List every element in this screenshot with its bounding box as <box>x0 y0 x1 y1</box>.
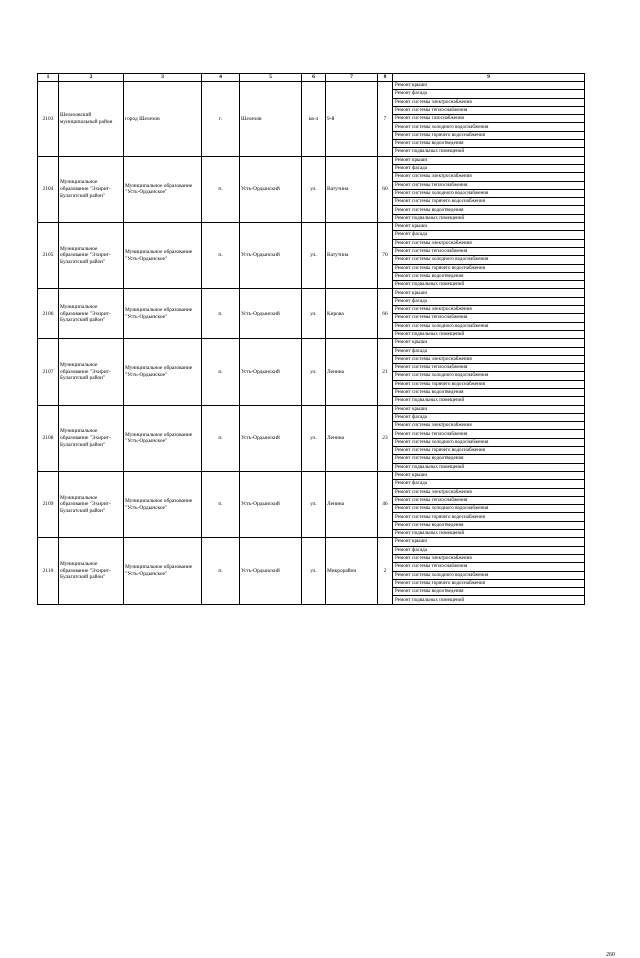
settlement-type-cell: п. <box>202 471 240 537</box>
municipality-cell: Муниципальное образование "Эхирит-Булагатский район" <box>59 405 124 471</box>
street-cell: 9-й <box>326 82 378 157</box>
repair-work-item: Ремонт системы горячего водоснабжения <box>393 513 585 521</box>
record-number: 2106 <box>38 289 59 339</box>
column-header: 4 <box>202 74 240 82</box>
column-header: 8 <box>378 74 393 82</box>
repair-work-item: Ремонт системы водоотведения <box>393 140 585 148</box>
locality-cell: Усть-Ордынский <box>240 156 302 222</box>
repair-work-item: Ремонт системы горячего водоснабжения <box>393 264 585 272</box>
repair-work-item: Ремонт системы горячего водоснабжения <box>393 131 585 139</box>
repair-work-item: Ремонт крыши <box>393 82 585 90</box>
repair-work-item: Ремонт фасада <box>393 546 585 554</box>
settlement-cell: город Шелехов <box>124 82 202 157</box>
repair-work-item: Ремонт подвальных помещений <box>393 463 585 471</box>
street-type-cell: ул. <box>302 289 326 339</box>
record-number: 2104 <box>38 156 59 222</box>
repair-schedule-sheet <box>37 73 615 958</box>
record-number: 2107 <box>38 339 59 405</box>
repair-work-item: Ремонт системы холодного водоснабжения <box>393 571 585 579</box>
locality-cell: Усть-Ордынский <box>240 223 302 289</box>
street-cell: Ватутина <box>326 223 378 289</box>
settlement-type-cell: п. <box>202 339 240 405</box>
repair-work-item: Ремонт системы электроснабжения <box>393 422 585 430</box>
repair-work-item: Ремонт системы холодного водоснабжения <box>393 372 585 380</box>
street-type-cell: ул. <box>302 339 326 405</box>
page-number: 260 <box>606 952 615 958</box>
repair-work-item: Ремонт системы электроснабжения <box>393 239 585 247</box>
record-number: 2103 <box>38 82 59 157</box>
repair-work-item: Ремонт системы холодного водоснабжения <box>393 123 585 131</box>
repair-work-item: Ремонт системы водоотведения <box>393 521 585 529</box>
column-header: 2 <box>59 74 124 82</box>
table-row <box>38 82 585 90</box>
repair-work-item: Ремонт системы теплоснабжения <box>393 496 585 504</box>
settlement-cell: Муниципальное образование "Усть-Ордынское" <box>124 405 202 471</box>
repair-work-item: Ремонт системы газоснабжения <box>393 115 585 123</box>
repair-work-item: Ремонт фасада <box>393 164 585 172</box>
repair-work-item: Ремонт системы теплоснабжения <box>393 314 585 322</box>
repair-work-item: Ремонт подвальных помещений <box>393 397 585 405</box>
house-number-cell: 21 <box>378 339 393 405</box>
street-type-cell: кв-л <box>302 82 326 157</box>
locality-cell: Усть-Ордынский <box>240 339 302 405</box>
repair-work-item: Ремонт системы водоотведения <box>393 206 585 214</box>
repair-work-item: Ремонт системы водоотведения <box>393 455 585 463</box>
street-cell: Кирова <box>326 289 378 339</box>
repair-work-item: Ремонт системы горячего водоснабжения <box>393 579 585 587</box>
street-cell: Ленина <box>326 405 378 471</box>
column-header: 1 <box>38 74 59 82</box>
record-number: 2110 <box>38 538 59 604</box>
repair-work-item: Ремонт системы горячего водоснабжения <box>393 447 585 455</box>
repair-work-item: Ремонт системы холодного водоснабжения <box>393 322 585 330</box>
street-type-cell: ул. <box>302 223 326 289</box>
repair-work-item: Ремонт системы электроснабжения <box>393 355 585 363</box>
settlement-cell: Муниципальное образование "Усть-Ордынское" <box>124 223 202 289</box>
repair-work-item: Ремонт системы электроснабжения <box>393 98 585 106</box>
locality-cell: Шелехов <box>240 82 302 157</box>
street-type-cell: ул. <box>302 538 326 604</box>
settlement-cell: Муниципальное образование "Усть-Ордынское" <box>124 538 202 604</box>
repair-work-item: Ремонт фасада <box>393 297 585 305</box>
locality-cell: Усть-Ордынский <box>240 471 302 537</box>
table-row <box>38 471 585 479</box>
repair-work-item: Ремонт фасада <box>393 413 585 421</box>
repair-work-item: Ремонт крыши <box>393 339 585 347</box>
repair-work-item: Ремонт системы холодного водоснабжения <box>393 256 585 264</box>
settlement-type-cell: п. <box>202 405 240 471</box>
house-number-cell: 60 <box>378 156 393 222</box>
settlement-type-cell: п. <box>202 156 240 222</box>
repair-work-item: Ремонт подвальных помещений <box>393 148 585 156</box>
locality-cell: Усть-Ордынский <box>240 405 302 471</box>
locality-cell: Усть-Ордынский <box>240 538 302 604</box>
municipality-cell: Шелеховский муниципальный район <box>59 82 124 157</box>
street-type-cell: ул. <box>302 156 326 222</box>
house-number-cell: 2 <box>378 538 393 604</box>
column-header: 5 <box>240 74 302 82</box>
column-header: 9 <box>393 74 585 82</box>
repair-work-item: Ремонт системы водоотведения <box>393 272 585 280</box>
settlement-cell: Муниципальное образование "Усть-Ордынское" <box>124 156 202 222</box>
repair-work-item: Ремонт системы теплоснабжения <box>393 430 585 438</box>
settlement-type-cell: п. <box>202 223 240 289</box>
municipality-cell: Муниципальное образование "Эхирит-Булагатский район" <box>59 471 124 537</box>
settlement-type-cell: г. <box>202 82 240 157</box>
municipality-cell: Муниципальное образование "Эхирит-Булагатский район" <box>59 289 124 339</box>
repair-work-item: Ремонт системы горячего водоснабжения <box>393 198 585 206</box>
repair-work-item: Ремонт фасада <box>393 231 585 239</box>
street-cell: Ватутина <box>326 156 378 222</box>
repair-work-item: Ремонт системы теплоснабжения <box>393 247 585 255</box>
repair-schedule-table <box>37 73 585 605</box>
repair-work-item: Ремонт системы холодного водоснабжения <box>393 505 585 513</box>
repair-work-item: Ремонт системы водоотведения <box>393 388 585 396</box>
table-body <box>38 82 585 605</box>
municipality-cell: Муниципальное образование "Эхирит-Булагатский район" <box>59 538 124 604</box>
repair-work-item: Ремонт крыши <box>393 471 585 479</box>
repair-work-item: Ремонт системы холодного водоснабжения <box>393 438 585 446</box>
header-row <box>38 74 585 82</box>
repair-work-item: Ремонт фасада <box>393 90 585 98</box>
column-header: 7 <box>326 74 378 82</box>
repair-work-item: Ремонт подвальных помещений <box>393 596 585 604</box>
repair-work-item: Ремонт системы водоотведения <box>393 588 585 596</box>
street-type-cell: ул. <box>302 471 326 537</box>
column-header: 3 <box>124 74 202 82</box>
repair-work-item: Ремонт системы теплоснабжения <box>393 106 585 114</box>
repair-work-item: Ремонт системы теплоснабжения <box>393 181 585 189</box>
repair-work-item: Ремонт фасада <box>393 480 585 488</box>
repair-work-item: Ремонт системы электроснабжения <box>393 306 585 314</box>
municipality-cell: Муниципальное образование "Эхирит-Булагатский район" <box>59 223 124 289</box>
locality-cell: Усть-Ордынский <box>240 289 302 339</box>
street-cell: Ленина <box>326 471 378 537</box>
repair-work-item: Ремонт крыши <box>393 156 585 164</box>
record-number: 2105 <box>38 223 59 289</box>
repair-work-item: Ремонт крыши <box>393 223 585 231</box>
house-number-cell: 46 <box>378 471 393 537</box>
repair-work-item: Ремонт системы теплоснабжения <box>393 563 585 571</box>
street-cell: Ленина <box>326 339 378 405</box>
repair-work-item: Ремонт крыши <box>393 405 585 413</box>
table-row <box>38 339 585 347</box>
repair-work-item: Ремонт системы электроснабжения <box>393 554 585 562</box>
repair-work-item: Ремонт фасада <box>393 347 585 355</box>
repair-work-item: Ремонт подвальных помещений <box>393 281 585 289</box>
repair-work-item: Ремонт системы электроснабжения <box>393 488 585 496</box>
street-cell: Микрорайон <box>326 538 378 604</box>
house-number-cell: 70 <box>378 223 393 289</box>
house-number-cell: 7 <box>378 82 393 157</box>
street-type-cell: ул. <box>302 405 326 471</box>
repair-work-item: Ремонт системы теплоснабжения <box>393 364 585 372</box>
table-row <box>38 405 585 413</box>
municipality-cell: Муниципальное образование "Эхирит-Булагатский район" <box>59 156 124 222</box>
table-row <box>38 156 585 164</box>
repair-work-item: Ремонт системы горячего водоснабжения <box>393 380 585 388</box>
table-row <box>38 538 585 546</box>
repair-work-item: Ремонт подвальных помещений <box>393 214 585 222</box>
municipality-cell: Муниципальное образование "Эхирит-Булагатский район" <box>59 339 124 405</box>
repair-work-item: Ремонт подвальных помещений <box>393 530 585 538</box>
repair-work-item: Ремонт крыши <box>393 538 585 546</box>
record-number: 2109 <box>38 471 59 537</box>
settlement-cell: Муниципальное образование "Усть-Ордынское" <box>124 339 202 405</box>
house-number-cell: 66 <box>378 289 393 339</box>
settlement-cell: Муниципальное образование "Усть-Ордынское" <box>124 289 202 339</box>
record-number: 2108 <box>38 405 59 471</box>
settlement-cell: Муниципальное образование "Усть-Ордынское" <box>124 471 202 537</box>
repair-work-item: Ремонт системы холодного водоснабжения <box>393 189 585 197</box>
table-row <box>38 223 585 231</box>
column-header: 6 <box>302 74 326 82</box>
table-row <box>38 289 585 297</box>
repair-work-item: Ремонт крыши <box>393 289 585 297</box>
repair-work-item: Ремонт системы электроснабжения <box>393 173 585 181</box>
house-number-cell: 23 <box>378 405 393 471</box>
settlement-type-cell: п. <box>202 289 240 339</box>
settlement-type-cell: п. <box>202 538 240 604</box>
repair-work-item: Ремонт подвальных помещений <box>393 330 585 338</box>
